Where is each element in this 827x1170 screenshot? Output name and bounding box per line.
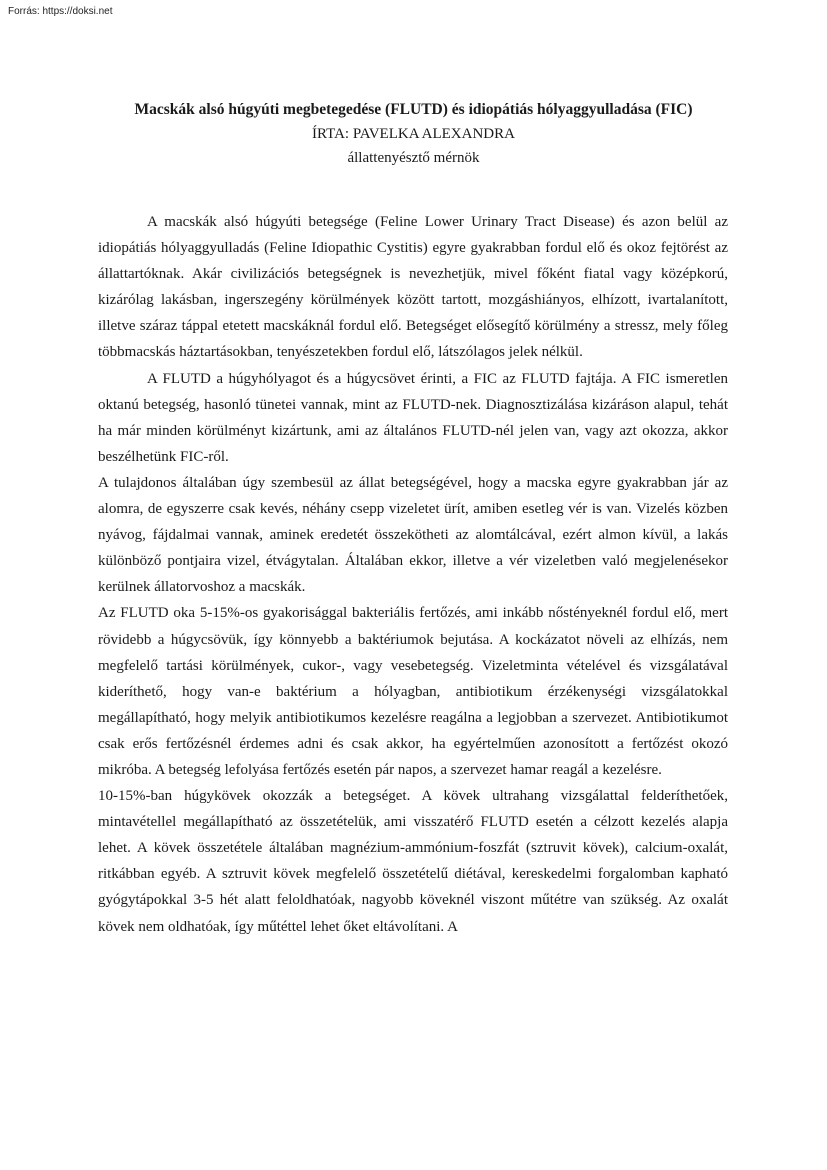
document-title: Macskák alsó húgyúti megbetegedése (FLUTD) és idiopátiás hólyaggyulladása (FIC) <box>134 101 693 118</box>
paragraph-intro: A macskák alsó húgyúti betegsége (Feline Lower Urinary Tract Disease) és azon belül az idiopátiás hólyaggyulladás (Feline Idiopathic Cystitis) egyre gyakrabban fordul elő és okoz fejtörést az állattartóknak. Akár civilizációs betegségnek is nevezhetjük, mivel főként fiatal vagy középkorú, kizárólag lakásban, ingerszegény körülmények között tartott, mozgáshiányos, elhízott, ivartalanított, illetve száraz táppal etetett macskáknál fordul elő. Betegséget elősegítő körülmény a stressz, mely főleg többmacskás háztartásokban, tenyészetekben fordul elő, látszólagos jelek nélkül. <box>98 214 728 361</box>
paragraph-symptoms: A tulajdonos általában úgy szembesül az állat betegségével, hogy a macska egyre gyakrabban jár az alomra, de egyszerre csak kevés, néhány csepp vizeletet ürít, amiben esetleg vér is van. Vizelés közben nyávog, fájdalmai vannak, aminek eredetét összekötheti az alomtálcával, ezért almon kívül, a lakás különböző pontjaira vizel, étvágytalan. Általában ekkor, illetve a vér vizeletben való megjelenésekor kerülnek állatorvoshoz a macskák. <box>98 474 728 596</box>
paragraph-bacterial-infection: Az FLUTD oka 5-15%-os gyakorisággal bakteriális fertőzés, ami inkább nőstényeknél fordul elő, mert rövidebb a húgycsövük, így könnyebb a baktériumok bejutása. A kockázatot növeli az elhízás, nem megfelelő tartási körülmények, cukor-, vagy vesebetegség. Vizeletminta vételével és vizsgálatával kideríthető, hogy van-e baktérium a hólyagban, antibiotikum érzékenységi vizsgálatokkal megállapítható, hogy melyik antibiotikumos kezelésre reagálna a legjobban a szervezet. Antibiotikumot csak erős fertőzésnél érdemes adni és csak akkor, ha egyértelműen azonosított a fertőzést okozó mikróba. A betegség lefolyása fertőzés esetén pár napos, a szervezet hamar reagál a kezelésre. <box>98 605 728 778</box>
paragraph-flutd-fic: A FLUTD a húgyhólyagot és a húgycsövet érinti, a FIC az FLUTD fajtája. A FIC ismeretlen oktanú betegség, hasonló tünetei vannak, mint az FLUTD-nek. Diagnosztizálása kizáráson alapul, tehát ha már minden körülményt kizártunk, ami az általános FLUTD-nél jelen van, vagy azt okozza, akkor beszélhetünk FIC-ről. <box>98 370 728 465</box>
paragraph-urinary-stones: 10-15%-ban húgykövek okozzák a betegséget. A kövek ultrahang vizsgálattal felderíthetőek, mintavétellel megállapítható az összetételük, ami visszatérő FLUTD esetén a célzott kezelés alapja lehet. A kövek összetétele általában magnézium-ammónium-foszfát (sztruvit kövek), calcium-oxalát, ritkábban egyéb. A sztruvit kövek megfelelő összetételű diétával, kereskedelmi forgalomban kapható gyógytápokkal 3-5 hét alatt feloldhatóak, nagyobb köveknél viszont műtétre van szükség. Az oxalát kövek nem oldhatóak, így műtéttel lehet őket eltávolítani. A <box>98 788 728 935</box>
document-author: ÍRTA: PAVELKA ALEXANDRA <box>312 126 515 142</box>
source-label: Forrás: https://doksi.net <box>8 6 113 17</box>
author-role: állattenyésztő mérnök <box>347 150 480 166</box>
document-header <box>0 98 827 170</box>
document-body <box>98 209 728 940</box>
